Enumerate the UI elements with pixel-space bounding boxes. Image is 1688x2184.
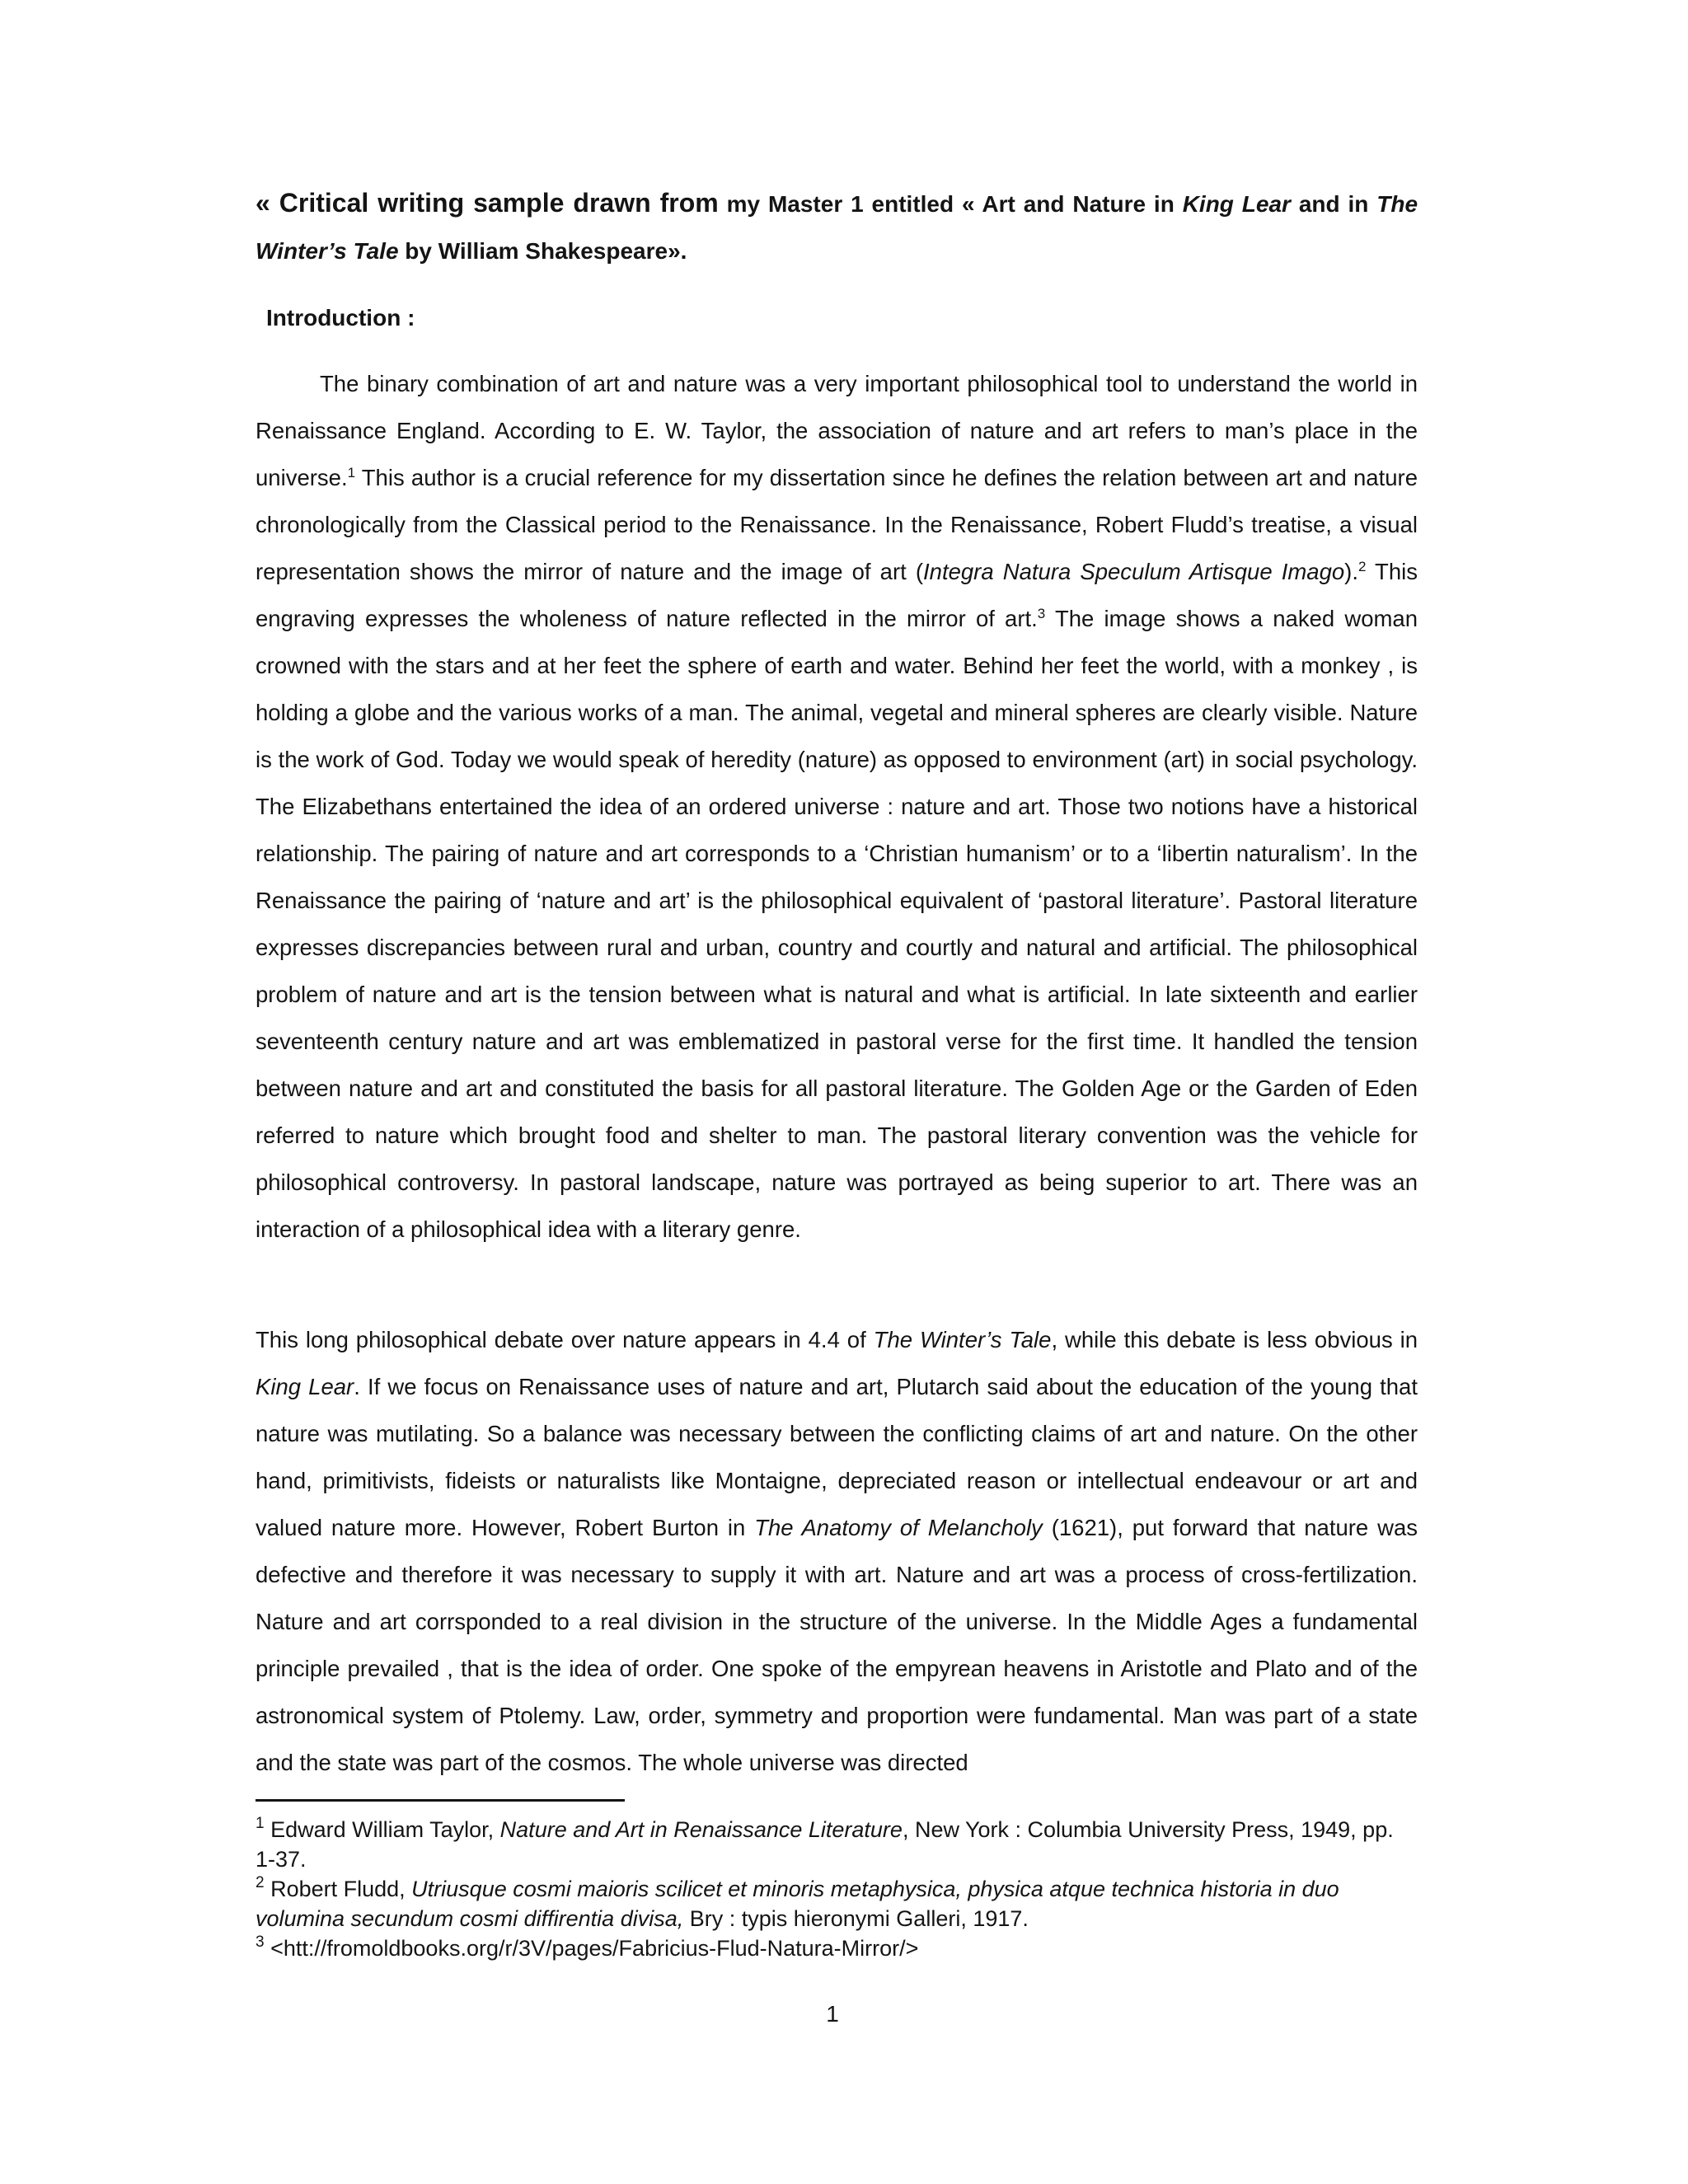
para2-italic-king-lear: King Lear xyxy=(256,1374,354,1399)
paragraph-introduction xyxy=(256,360,1418,1253)
title-text: my Master 1 entitled « Art and Nature in xyxy=(718,191,1183,217)
footnote-link-text: <htt://fromoldbooks.org/r/3V/pages/Fabricius-Flud-Natura-Mirror/> xyxy=(264,1936,919,1961)
document-title xyxy=(256,180,1418,274)
footnote-number: 2 xyxy=(256,1874,265,1891)
footnote-ref-3: 3 xyxy=(1037,606,1046,621)
paragraph-debate xyxy=(256,1316,1418,1786)
footnotes xyxy=(256,1815,1418,1963)
title-italic-winters-tale: The Winter’s Tale xyxy=(256,191,1418,264)
para1-text-4: This engraving expresses the wholeness of nature reflected in the mirror of art. xyxy=(256,559,1418,631)
footnote-ref-2: 2 xyxy=(1357,559,1367,574)
section-heading: Introduction : xyxy=(266,305,415,330)
title-text-author: by William Shakespeare». xyxy=(398,238,687,264)
page-number: 1 xyxy=(826,2001,839,2027)
footnote-number: 3 xyxy=(256,1933,265,1951)
footnote-ref-1: 1 xyxy=(347,465,356,480)
para2-text-1: This long philosophical debate over nature appears in 4.4 of xyxy=(256,1327,874,1352)
para2-text-4: (1621), put forward that nature was defective and therefore it was necessary to supply it with art. Nature and art was a process of cross-fertilization. Nature and art corrsponded to a real division in the structure of the universe. In the Middle Ages a fundamental principle prevailed , that is the idea of order. One spoke of the empyrean heavens in Aristotle and Plato and of the astronomical system of Ptolemy. Law, order, symmetry and proportion were fundamental. Man was part of a state and the state was part of the cosmos. The whole universe was directed xyxy=(256,1515,1418,1775)
para2-text-3: . If we focus on Renaissance uses of nature and art, Plutarch said about the education of the young that nature was mutilating. So a balance was necessary between the conflicting claims of art and nature. On the other hand, primitivists, fideists or naturalists like Montaigne, depreciated reason or intellectual endeavour or art and valued nature more. However, Robert Burton in xyxy=(256,1374,1418,1540)
footnote-text-tail: , New York : Columbia University Press, 1949, pp. 1-37. xyxy=(256,1817,1394,1872)
footnote-italic: Nature and Art in Renaissance Literature xyxy=(499,1817,903,1842)
para1-text-1: The binary combination of art and nature was a very important philosophical tool to understand the world in Renaissance England. According to E. W. Taylor, the association of nature and art refers to man’s place in the universe. xyxy=(256,371,1418,490)
title-italic-king-lear: King Lear xyxy=(1182,191,1291,217)
footnote-number: 1 xyxy=(256,1815,265,1832)
footnote-2 xyxy=(256,1874,1418,1933)
footnote-text: Robert Fludd, xyxy=(264,1877,412,1901)
para1-text-3: ). xyxy=(1344,559,1358,584)
footnote-italic: Utriusque cosmi maioris scilicet et minoris metaphysica, physica atque technica historia in duo volumina secundum cosmi diffirentia divisa, xyxy=(256,1877,1339,1931)
footnote-separator xyxy=(256,1799,625,1802)
para2-text-2: , while this debate is less obvious in xyxy=(1051,1327,1418,1352)
para2-italic-winters-tale: The Winter’s Tale xyxy=(873,1327,1052,1352)
title-lead: « Critical writing sample drawn from xyxy=(256,188,719,218)
para1-text-2: This author is a crucial reference for my dissertation since he defines the relation between art and nature chronologically from the Classical period to the Renaissance. In the Renaissance, Robert Fludd’s treatise, a visual representation shows the mirror of nature and the image of art ( xyxy=(256,465,1418,584)
para2-italic-anatomy: The Anatomy of Melancholy xyxy=(754,1515,1043,1540)
footnote-3 xyxy=(256,1933,1418,1963)
title-text-and: and in xyxy=(1290,191,1377,217)
footnote-1 xyxy=(256,1815,1418,1874)
footnote-text: Edward William Taylor, xyxy=(264,1817,500,1842)
footnote-text-tail: Bry : typis hieronymi Galleri, 1917. xyxy=(683,1906,1029,1931)
para1-text-5: The image shows a naked woman crowned with the stars and at her feet the sphere of earth and water. Behind her feet the world, with a monkey , is holding a globe and the various works of a man. The animal, vegetal and mineral spheres are clearly visible. Nature is the work of God. Today we would speak of heredity (nature) as opposed to environment (art) in social psychology. The Elizabethans entertained the idea of an ordered universe : nature and art. Those two notions have a historical relationship. The pairing of nature and art corresponds to a ‘Christian humanism’ or to a ‘libertin naturalism’. In the Renaissance the pairing of ‘nature and art’ is the philosophical equivalent of ‘pastoral literature’. Pastoral literature expresses discrepancies between rural and urban, country and courtly and natural and artificial. The philosophical problem of nature and art is the tension between what is natural and what is artificial. In late sixteenth and earlier seventeenth century nature and art was emblematized in pastoral verse for the first time. It handled the tension between nature and art and constituted the basis for all pastoral literature. The Golden Age or the Garden of Eden referred to nature which brought food and shelter to man. The pastoral literary convention was the vehicle for philosophical controversy. In pastoral landscape, nature was portrayed as being superior to art. There was an interaction of a philosophical idea with a literary genre. xyxy=(256,606,1418,1242)
para1-italic-title: Integra Natura Speculum Artisque Imago xyxy=(923,559,1345,584)
